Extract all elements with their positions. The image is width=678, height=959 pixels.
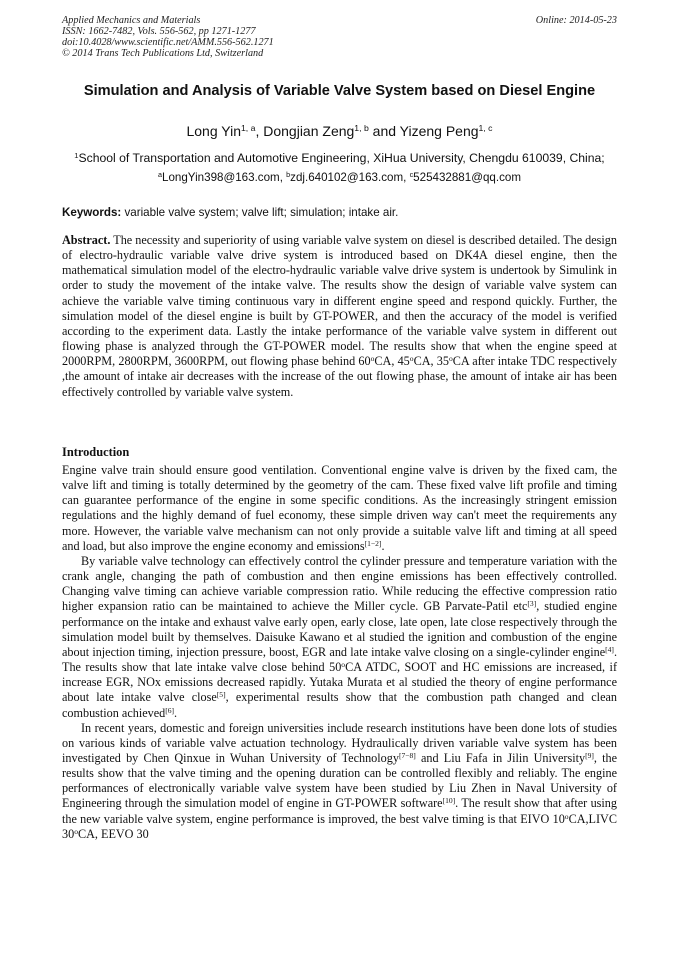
abstract-text: The necessity and superiority of using variable valve system on diesel is described detailed. The design of electro-hydraulic variable valve drive system is introduced based on DK4A diesel engine, then the mathematical simulation model of the electro-hydraulic variable valve drive system is undertook by Simulink in order to study the movement of the intake valve. The results show the design of variable valve system can achieve the variable valve timing continuous vary in different engine speed and respond quickly. Further, the simulation model of the diesel engine is built by GT-POWER, and then the accuracy of the model is verified according to the experiment data. Lastly the intake performance of the variable valve system in different out flowing phase is analyzed through the GT-POWER model. The results show that when the engine speed at 2000RPM, 2800RPM, 3600RPM, out flowing phase behind 60$^o$CA, 45$^o$CA, 35$^o$CA after intake TDC respectively ,the amount of intake air decreases with the increase of the out flowing phase, the amount of intake air has been effectively controlled by variable valve system. — [62, 233, 617, 399]
author-name: Dongjian Zeng — [263, 123, 355, 139]
author-affiliation-marker: 1, c — [478, 123, 493, 134]
author-separator: , — [255, 123, 264, 139]
citation-ref[interactable]: [9] — [585, 750, 594, 760]
citation-ref[interactable]: [5] — [216, 690, 226, 700]
citation-ref[interactable]: [7−8] — [398, 750, 416, 760]
citation-ref[interactable]: [6] — [165, 705, 175, 715]
degree-mark: o — [341, 659, 346, 669]
author-list — [62, 122, 617, 140]
citation-ref[interactable]: [1−2] — [364, 538, 382, 548]
copyright-line: © 2014 Trans Tech Publications Ltd, Switzerland — [62, 48, 264, 59]
paragraph: By variable valve technology can effectively control the cylinder pressure and temperature variation with the crank angle, changing the path of combustion and then engine emissions has been effectively controlled. Changing valve timing can achieve variable compression ratio. While reducing the effective compression ratio higher expansion ratio can be maintained to achieve the Miller cycle. GB Parvate-Patil etc[3], studied engine performance on the intake and exhaust valve early open, early close, late open, late close respectively through the simulation model built by themselves. Daisuke Kawano et al studied the ignition and combustion of the engine about injection timing, injection pressure, boost, EGR and late intake valve closing on a single-cylinder engine[4]. The results show that late intake valve close behind 50$^o$CA ATDC, SOOT and HC emissions are increased, if increase EGR, NOx emissions decreased rapidly. Yutaka Murata et al studied the theory of engine performance about late intake valve close[5], experimental results show that the combustion path changed and clean combustion achieved[6]. — [62, 553, 617, 720]
paper-title: Simulation and Analysis of Variable Valve System based on Diesel Engine — [83, 83, 596, 99]
email-marker: a — [158, 170, 162, 180]
abstract-label: Abstract. — [62, 233, 111, 247]
citation-ref[interactable]: [10] — [442, 796, 456, 806]
keywords — [62, 205, 617, 220]
online-date: Online: 2014-05-23 — [535, 15, 617, 26]
author-name: Yizeng Peng — [399, 123, 479, 139]
paragraph: Engine valve train should ensure good ventilation. Conventional engine valve is driven by the fixed cam, the valve lift and timing is totally determined by the geometry of the cam. These fixed valve lift profile and timing can guarantee performance of the engine in some specific conditions. As the increasingly stringent emission regulations and the highly demand of fuel economy, these simple driven way can't meet the requirements any more. However, the variable valve mechanism can not only provide a suitable valve lift and timing at all speed and load, but also improve the engine economy and emissions[1−2]. — [62, 463, 617, 553]
email-address[interactable]: 525432881@qq.com — [413, 171, 521, 184]
citation-ref[interactable]: [3] — [527, 599, 537, 609]
email-marker: b — [286, 170, 291, 180]
doi-line: doi:10.4028/www.scientific.net/AMM.556-562.1271 — [62, 37, 274, 48]
keywords-label: Keywords: — [62, 206, 122, 219]
paragraph: In recent years, domestic and foreign universities include research institutions have been done lots of studies on various kinds of variable valve actuation technology. Hydraulically driven variable valve system has been investigated by Chen Qinxue in Wuhan University of Technology[7−8] and Liu Fafa in Jilin University[9], the results show that the valve timing and the opening duration can be controlled flexibly and reliably. The engine performances of electronically variable valve system have been studied by Liu Zhen in Naval University of Engineering through the simulation model of engine in GT-POWER software[10]. The result show that after using the new variable valve system, engine performance is improved, the best valve timing is that EIVO 10$^o$CA,LIVC 30$^o$CA, EEVO 30 — [62, 720, 618, 841]
affiliation-marker: 1 — [74, 150, 79, 160]
email-marker: c — [409, 170, 414, 180]
keywords-text: variable valve system; valve lift; simulation; intake air. — [121, 206, 399, 219]
author-emails: $^a$LongYin398@163.com, $^b$zdj.640102@163.com, $^c$525432881@qq.com — [158, 170, 521, 184]
affiliation-text: School of Transportation and Automotive Engineering, XiHua University, Chengdu 610039, China; — [78, 151, 605, 165]
degree-mark: o — [370, 354, 375, 364]
author-affiliation-marker: 1, b — [354, 123, 369, 134]
abstract — [62, 233, 617, 400]
degree-mark: o — [564, 811, 569, 821]
degree-mark: o — [409, 354, 414, 364]
degree-mark: o — [448, 354, 453, 364]
author-name: Long Yin — [186, 123, 241, 139]
introduction-body — [62, 463, 617, 842]
section-heading-introduction: Introduction — [62, 445, 130, 459]
author-affiliation-marker: 1, a — [240, 123, 256, 134]
issn-line: ISSN: 1662-7482, Vols. 556-562, pp 1271-1277 — [62, 26, 256, 37]
author-separator: and — [368, 123, 400, 139]
affiliation — [62, 150, 617, 166]
degree-mark: o — [74, 826, 78, 836]
journal-name: Applied Mechanics and Materials — [62, 15, 201, 26]
journal-header — [62, 15, 617, 59]
email-address[interactable]: zdj.640102@163.com — [290, 171, 404, 184]
citation-ref[interactable]: [4] — [605, 644, 614, 654]
email-address[interactable]: LongYin398@163.com — [162, 171, 280, 184]
